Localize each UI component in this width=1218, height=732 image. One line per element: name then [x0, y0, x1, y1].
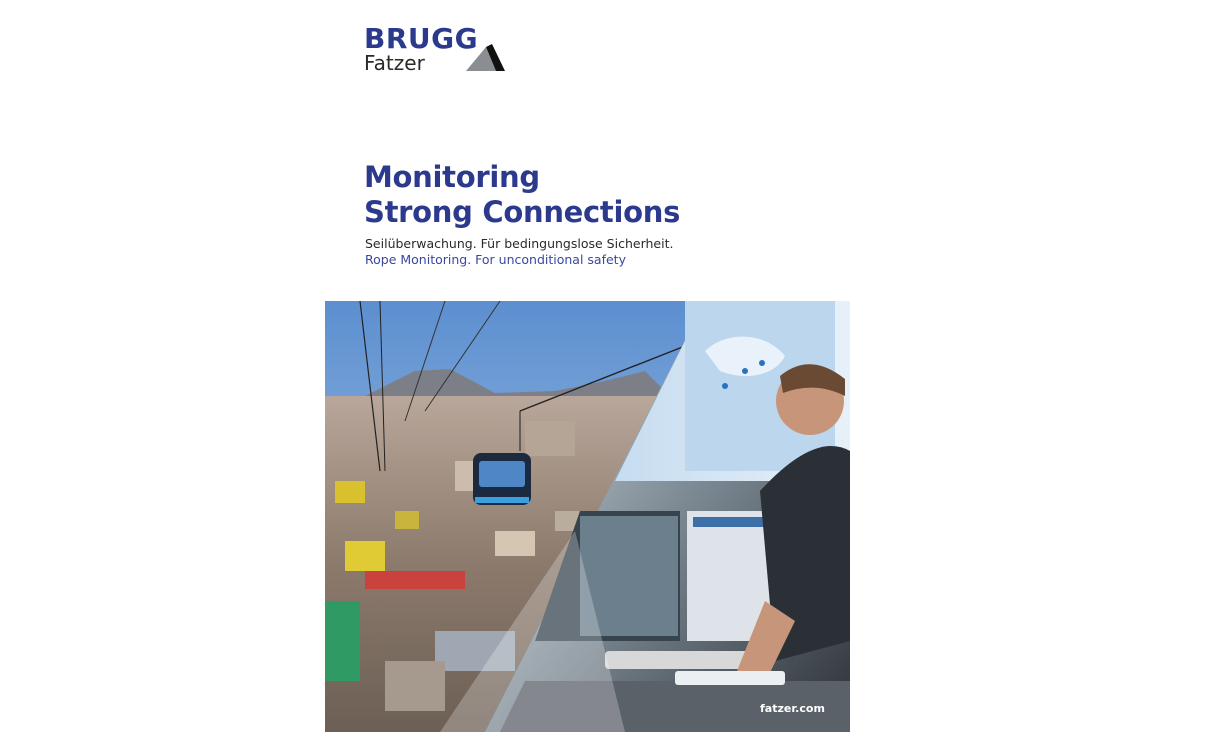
- title-line-2: Strong Connections: [364, 195, 681, 229]
- mountain-triangle-icon: [464, 44, 506, 72]
- subtitle-english: Rope Monitoring. For unconditional safety: [365, 252, 626, 267]
- cover-title: [364, 160, 680, 230]
- subtitle-german: Seilüberwachung. Für bedingungslose Sicherheit.: [365, 236, 674, 251]
- title-line-1: Monitoring: [364, 160, 540, 194]
- logo-subbrand-text: Fatzer: [364, 51, 425, 75]
- logo-brand-text: BRUGG: [364, 22, 479, 55]
- brugg-fatzer-logo: [364, 24, 514, 76]
- hero-image: [325, 301, 850, 732]
- website-url: fatzer.com: [760, 702, 825, 715]
